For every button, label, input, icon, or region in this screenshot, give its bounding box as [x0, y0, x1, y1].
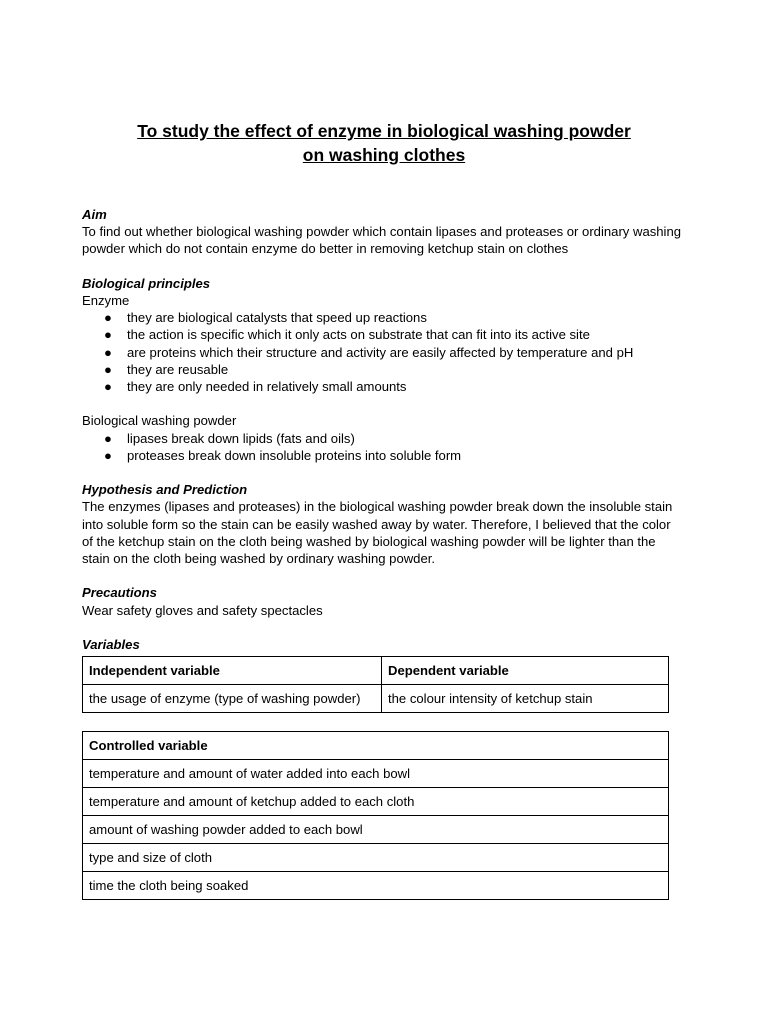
variables-heading: Variables	[82, 637, 140, 652]
bullet-icon: ●	[104, 344, 112, 360]
table-row	[83, 816, 669, 844]
document-body	[82, 206, 682, 900]
dependent-variable-header: Dependent variable	[382, 657, 669, 685]
controlled-variable-header: Controlled variable	[83, 732, 669, 760]
enzyme-list	[82, 309, 682, 395]
title-line-2: on washing clothes	[302, 145, 466, 165]
bullet-icon: ●	[104, 379, 112, 395]
controlled-variable-cell: temperature and amount of water added into each bowl	[83, 760, 669, 788]
table-row	[83, 732, 669, 760]
list-item: ● lipases break down lipids (fats and oils)	[104, 430, 355, 446]
title-line-1: To study the effect of enzyme in biological washing powder	[137, 121, 631, 141]
controlled-variable-cell: time the cloth being soaked	[83, 872, 669, 900]
precautions-text: Wear safety gloves and safety spectacles	[82, 602, 323, 618]
hypothesis-text: The enzymes (lipases and proteases) in the biological washing powder break down the insoluble stain into soluble form so the stain can be easily washed away by water. Therefore, I believed that the color of the ketchup stain on the cloth being washed by biological washing powder will be lighter than the stain on the cloth being washed by ordinary washing powder.	[82, 499, 673, 567]
hypothesis-heading: Hypothesis and Prediction	[82, 482, 248, 498]
dependent-variable-value: the colour intensity of ketchup stain	[382, 685, 669, 713]
independent-variable-header: Independent variable	[83, 657, 382, 685]
list-item: ● proteases break down insoluble proteins into soluble form	[104, 447, 462, 463]
table-row	[83, 760, 669, 788]
controlled-variable-cell: type and size of cloth	[83, 844, 669, 872]
table-row	[83, 685, 669, 713]
aim-heading: Aim	[82, 207, 107, 222]
principles-heading: Biological principles	[82, 275, 211, 291]
aim-text: To find out whether biological washing powder which contain lipases and proteases or ordinary washing powder which do not contain enzyme do better in removing ketchup stain on clothes	[82, 224, 682, 257]
precautions-heading: Precautions	[82, 585, 157, 601]
list-item: ● are proteins which their structure and activity are easily affected by temperature and pH	[104, 344, 634, 360]
bullet-icon: ●	[104, 430, 112, 446]
table-row	[83, 872, 669, 900]
controlled-variables-table	[82, 731, 669, 900]
independent-variable-value: the usage of enzyme (type of washing powder)	[83, 685, 382, 713]
enzyme-label: Enzyme	[82, 293, 130, 308]
page-title	[0, 119, 768, 167]
controlled-variable-cell: temperature and amount of ketchup added to each cloth	[83, 788, 669, 816]
table-row	[83, 657, 669, 685]
powder-list	[82, 430, 682, 464]
bullet-icon: ●	[104, 327, 112, 343]
powder-label: Biological washing powder	[82, 413, 237, 429]
table-row	[83, 788, 669, 816]
list-item: ● the action is specific which it only acts on substrate that can fit into its active site	[104, 327, 590, 343]
bullet-icon: ●	[104, 310, 112, 326]
controlled-variable-cell: amount of washing powder added to each bowl	[83, 816, 669, 844]
list-item: ● they are biological catalysts that speed up reactions	[104, 310, 427, 326]
table-row	[83, 844, 669, 872]
list-item: ● they are only needed in relatively small amounts	[104, 379, 407, 395]
bullet-icon: ●	[104, 361, 112, 377]
variables-table	[82, 656, 669, 713]
bullet-icon: ●	[104, 447, 112, 463]
list-item: ● they are reusable	[104, 361, 229, 377]
